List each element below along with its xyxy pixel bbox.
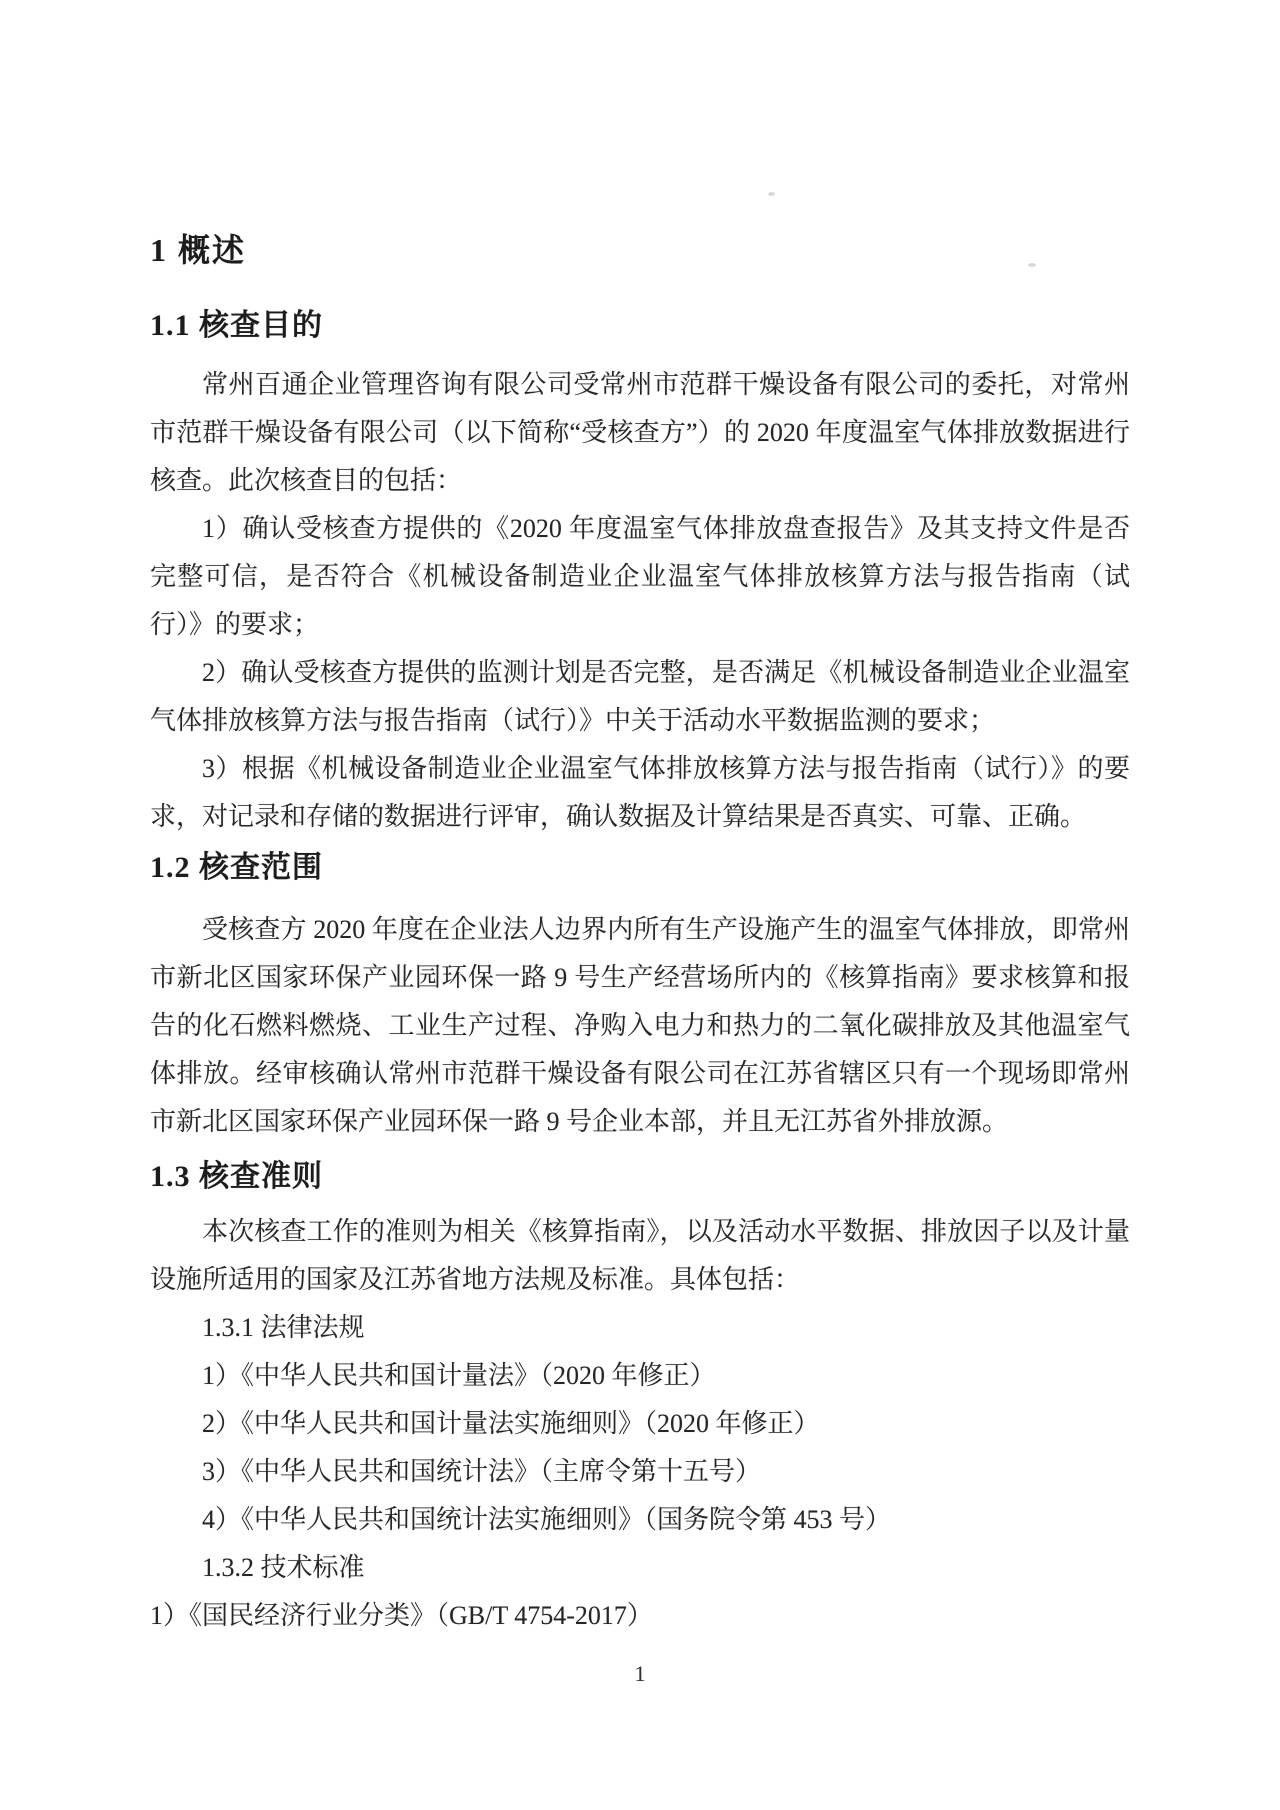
purpose-list-item-2: 2）确认受核查方提供的监测计划是否完整，是否满足《机械设备制造业企业温室气体排放核算方法与报告指南（试行）》中关于活动水平数据监测的要求； [150, 658, 1130, 735]
paragraph-verification-scope: 受核查方 2020 年度在企业法人边界内所有生产设施产生的温室气体排放，即常州市新北区国家环保产业园环保一路 9 号生产经营场所内的《核算指南》要求核算和报告的化石燃料燃烧、工业生产过程、净购入电力和热力的二氧化碳排放及其他温室气体排放。经审核确认常州市范群干燥设备有限公司在江苏省辖区只有一个现场即常州市新北区国家环保产业园环保一路 9 号企业本部，并且无江苏省外排放源。 [150, 915, 1130, 1136]
scan-artifact [768, 192, 775, 196]
paragraph-verification-purpose: 常州百通企业管理咨询有限公司受常州市范群干燥设备有限公司的委托，对常州市范群干燥设备有限公司（以下简称“受核查方”）的 2020 年度温室气体排放数据进行核查。此次核查目的包括： [150, 370, 1130, 495]
section-heading-1-2: 1.2 核查范围 [150, 851, 323, 884]
law-list-item-4: 4）《中华人民共和国统计法实施细则》（国务院令第 453 号） [202, 1505, 892, 1534]
law-list-item-3: 3）《中华人民共和国统计法》（主席令第十五号） [202, 1457, 762, 1486]
subsection-heading-1-3-1: 1.3.1 法律法规 [202, 1313, 365, 1342]
paragraph-verification-criteria: 本次核查工作的准则为相关《核算指南》，以及活动水平数据、排放因子以及计量设施所适用的国家及江苏省地方法规及标准。具体包括： [150, 1217, 1130, 1294]
purpose-list-item-3: 3）根据《机械设备制造业企业温室气体排放核算方法与报告指南（试行）》的要求，对记录和存储的数据进行评审，确认数据及计算结果是否真实、可靠、正确。 [150, 754, 1130, 831]
section-heading-1-1: 1.1 核查目的 [150, 309, 323, 342]
law-list-item-1: 1）《中华人民共和国计量法》（2020 年修正） [202, 1361, 716, 1390]
purpose-list-item-1: 1）确认受核查方提供的《2020 年度温室气体排放盘查报告》及其支持文件是否完整可信，是否符合《机械设备制造业企业温室气体排放核算方法与报告指南（试行）》的要求； [150, 514, 1130, 639]
page-number: 1 [634, 1661, 646, 1686]
standard-list-item-1: 1）《国民经济行业分类》（GB/T 4754-2017） [150, 1601, 653, 1630]
subsection-heading-1-3-2: 1.3.2 技术标准 [202, 1553, 365, 1582]
chapter-heading: 1 概述 [150, 232, 247, 268]
scan-artifact [1028, 263, 1036, 267]
section-heading-1-3: 1.3 核查准则 [150, 1160, 323, 1193]
law-list-item-2: 2）《中华人民共和国计量法实施细则》（2020 年修正） [202, 1409, 820, 1438]
